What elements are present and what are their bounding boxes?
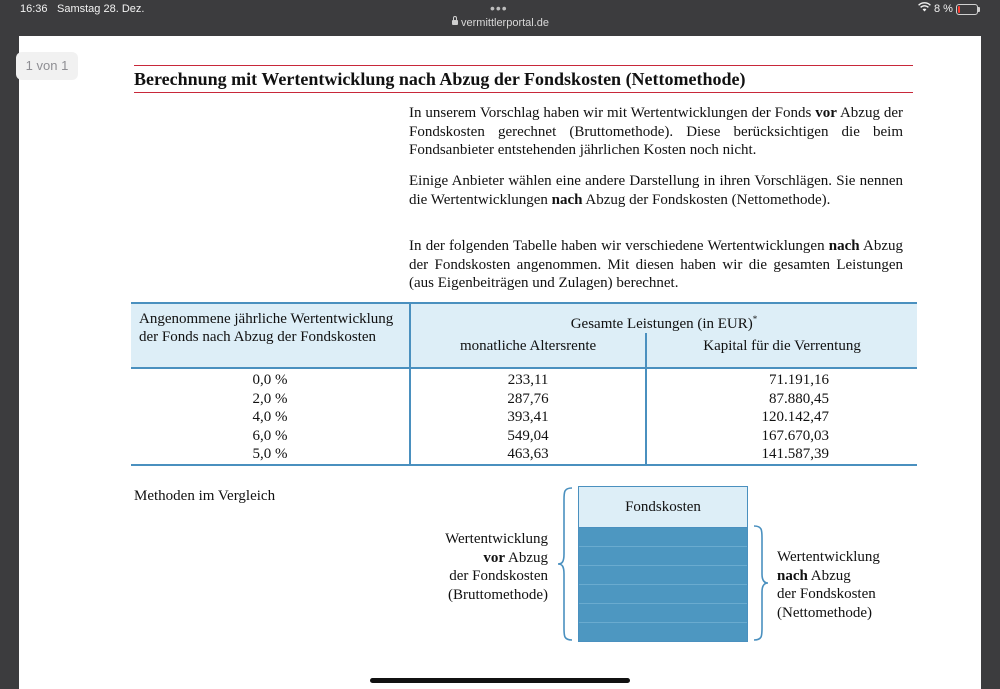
page-indicator: 1 von 1 (16, 52, 78, 80)
results-table (131, 302, 917, 466)
diagram-stripe (579, 565, 747, 566)
col-header-growth: Angenommene jährliche Wertentwicklung der Fonds nach Abzug der Fondskosten (131, 303, 410, 368)
table-row: 4,0 % 393,41 120.142,47 (131, 408, 917, 427)
status-date: Samstag 28. Dez. (57, 3, 145, 15)
table-row: 5,0 % 463,63 141.587,39 (131, 445, 917, 465)
table-row: 2,0 % 287,76 87.880,45 (131, 390, 917, 409)
diagram-stripe (579, 546, 747, 547)
table-row: 0,0 % 233,11 71.191,16 (131, 368, 917, 390)
left-brace-icon (556, 486, 576, 642)
diagram-stripe (579, 584, 747, 585)
paragraph-3: In der folgenden Tabelle haben wir verschiedene Wertentwicklungen nach Abzug der Fondskosten angenommen. Mit diesen haben wir die gesamten Leistungen (aus Eigenbeiträgen und Zulagen) berechnet. (409, 238, 903, 291)
home-indicator[interactable] (370, 678, 630, 683)
table-row: 6,0 % 549,04 167.670,03 (131, 427, 917, 446)
method-diagram (578, 486, 748, 642)
col-header-rente: monatliche Altersrente (410, 333, 646, 368)
netto-label: Wertentwicklung nach Abzug der Fondskosten (Nettomethode) (777, 549, 880, 621)
col-group-header: Gesamte Leistungen (in EUR)* (410, 303, 917, 333)
paragraph-2: Einige Anbieter wählen eine andere Darstellung in ihren Vorschlägen. Sie nennen die Wertentwicklungen nach Abzug der Fondskosten (Nettomethode). (409, 173, 903, 208)
fondskosten-cell: Fondskosten (579, 487, 747, 528)
col-header-kapital: Kapital für die Verrentung (646, 333, 917, 368)
battery-icon (956, 4, 978, 15)
paragraph-1: In unserem Vorschlag haben wir mit Wertentwicklungen der Fonds vor Abzug der Fondskosten gerechnet (Bruttomethode). Diese berücksichtigen die beim Fondsanbieter entstehenden jährlichen Kosten noch nicht. (409, 105, 903, 158)
heading-rule-bottom (134, 92, 913, 93)
status-time: 16:36 (20, 3, 48, 15)
lock-icon (452, 20, 458, 25)
right-brace-icon (750, 524, 770, 642)
section-heading: Berechnung mit Wertentwicklung nach Abzug der Fondskosten (Nettomethode) (134, 69, 746, 89)
comparison-title: Methoden im Vergleich (134, 488, 276, 504)
battery-level (958, 6, 960, 13)
battery-percent: 8 % (934, 3, 953, 15)
heading-rule-top (134, 65, 913, 66)
diagram-stripe (579, 622, 747, 623)
diagram-stripe (579, 603, 747, 604)
wifi-icon (918, 2, 931, 15)
status-bar (0, 0, 1000, 36)
brutto-label: Wertentwicklung vor Abzug der Fondskosten (Bruttomethode) (445, 531, 548, 603)
more-dots-icon[interactable]: ••• (490, 0, 508, 16)
address-url[interactable]: vermittlerportal.de (452, 17, 549, 29)
